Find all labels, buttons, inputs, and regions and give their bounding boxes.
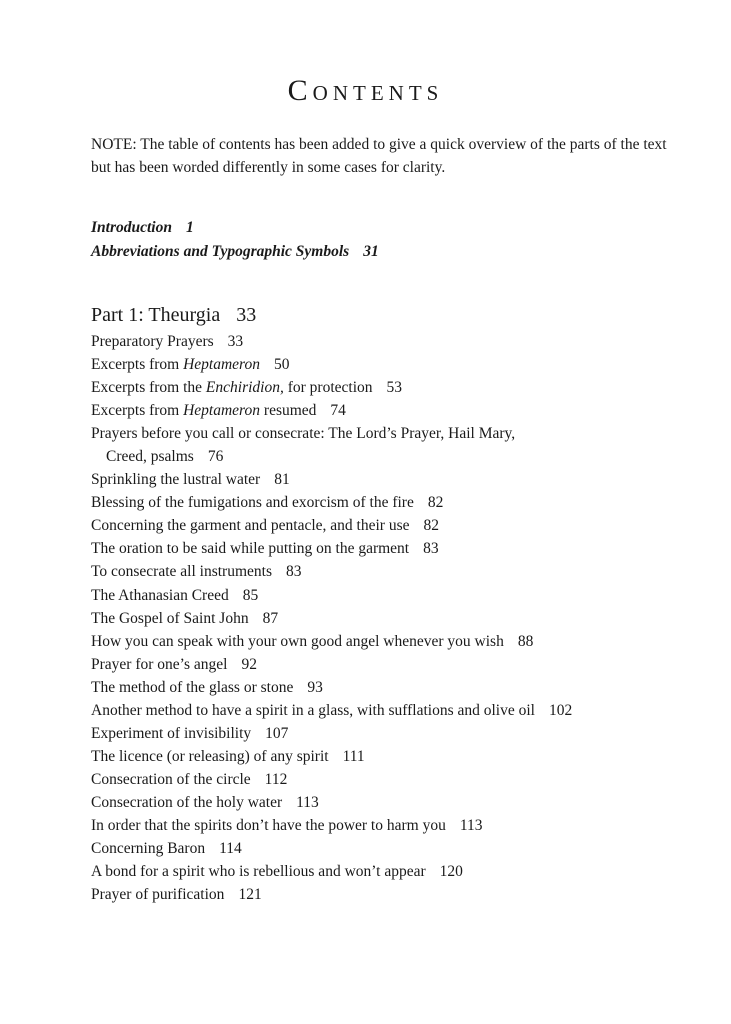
front-matter-list [91,216,691,263]
toc-entry-page: 92 [241,655,257,673]
toc-entry-label: How you can speak with your own good angel whenever you wish [91,632,504,650]
toc-entry [91,537,691,560]
toc-entry [91,491,691,514]
toc-entry-label: Excerpts from the [91,379,206,397]
toc-entry [91,560,691,583]
toc-entry-label-suffix: for protection [283,379,373,397]
toc-entry-label: Prayer for one’s angel [91,655,228,673]
toc-entry-page: 88 [517,632,534,650]
part-heading-page: 33 [236,304,257,326]
toc-entry-page: 82 [423,517,439,535]
toc-entry-page: 33 [227,333,244,350]
toc-entry [91,353,691,376]
toc-entry [91,468,691,491]
toc-entry-italic-title: Enchiridion, [205,379,284,397]
toc-entry [91,745,691,768]
toc-entry [91,584,691,607]
toc-entry-label: Introduction [91,219,172,236]
toc-entry [91,376,691,399]
toc-entry-page: 114 [219,840,242,858]
toc-entry-page: 102 [548,701,573,719]
toc-entry-page: 1 [185,219,194,236]
toc-entry [91,422,691,468]
toc-entry-label: Consecration of the circle [91,770,251,788]
toc-entry-page: 83 [285,563,302,581]
toc-entry [91,676,691,699]
toc-entry-page: 93 [307,678,323,696]
toc-entry-page: 121 [238,886,262,904]
toc-entry-page: 113 [296,793,319,811]
toc-entry-label: Blessing of the fumigations and exorcism of the fire [91,494,414,512]
toc-entry-label: In order that the spirits don’t have the power to harm you [91,816,446,834]
toc-entry-italic-title: Heptameron [183,402,261,420]
toc-entry-page: 113 [459,816,483,834]
toc-entry [91,699,691,722]
toc-entry-label-cont: Creed, psalms [106,448,194,466]
toc-entry-label: Excerpts from [91,356,184,374]
toc-entry-label: The method of the glass or stone [91,678,294,696]
toc-entry-page: 50 [274,356,290,374]
toc-entry-label: The licence (or releasing) of any spirit [91,747,329,765]
toc-entry [91,722,691,745]
toc-entry [91,791,691,814]
toc-entry-label: Abbreviations and Typographic Symbols [91,242,350,260]
toc-entry-label: The Gospel of Saint John [91,609,249,627]
toc-entry-label: Sprinkling the lustral water [91,471,261,489]
toc-entries [91,330,691,906]
toc-entry [91,768,691,791]
toc-entry-label: Concerning Baron [91,840,206,858]
toc-entry-page: 87 [262,609,279,627]
toc-entry-page: 111 [342,747,365,765]
toc-entry-continuation [91,445,691,468]
toc-entry [91,814,691,837]
toc-entry-label: A bond for a spirit who is rebellious and won’t appear [91,863,426,881]
toc-entry [91,240,691,264]
toc-entry-label: Excerpts from [91,402,184,420]
toc-entry-page: 83 [423,540,439,558]
toc-entry [91,330,691,353]
toc-entry-label-suffix: resumed [260,402,317,420]
toc-entry-page: 85 [242,586,259,604]
toc-entry [91,653,691,676]
toc-entry [91,216,691,240]
toc-entry-page: 74 [330,402,346,420]
toc-entry-label: Prayer of purification [91,886,225,904]
toc-entry-page: 107 [265,724,289,742]
toc-entry [91,837,691,860]
toc-entry-label: Preparatory Prayers [91,333,214,350]
toc-entry [91,630,691,653]
part-heading [91,302,256,328]
part-heading-label: Part 1: Theurgia [91,304,221,326]
toc-entry-label: Concerning the garment and pentacle, and their use [91,517,410,535]
toc-entry-label: To consecrate all instruments [91,563,272,581]
toc-entry-label: The Athanasian Creed [91,586,229,604]
toc-entry [91,607,691,630]
toc-entry [91,860,691,883]
toc-entry [91,883,691,906]
toc-entry-label: The oration to be said while putting on the garment [91,540,410,558]
toc-entry-page: 31 [363,242,379,260]
toc-entry-page: 53 [386,379,403,397]
toc-entry-page: 76 [207,448,224,466]
toc-entry-page: 120 [439,863,463,881]
toc-entry-italic-title: Heptameron [183,356,261,374]
toc-entry-page: 112 [264,770,288,788]
toc-entry-page: 81 [274,471,290,489]
toc-entry-page: 82 [427,494,444,512]
toc-entry-label: Consecration of the holy water [91,793,283,811]
toc-note: NOTE: The table of contents has been added to give a quick overview of the parts of the text but has been worded differently in some cases for clarity. [91,136,667,176]
toc-entry [91,399,691,422]
toc-entry-label: Experiment of invisibility [91,724,252,742]
toc-entry [91,514,691,537]
toc-entry-label: Prayers before you call or consecrate: The Lord’s Prayer, Hail Mary, [91,425,516,443]
toc-entry-label: Another method to have a spirit in a glass, with sufflations and olive oil [91,701,535,719]
page-title: Contents [287,74,444,107]
